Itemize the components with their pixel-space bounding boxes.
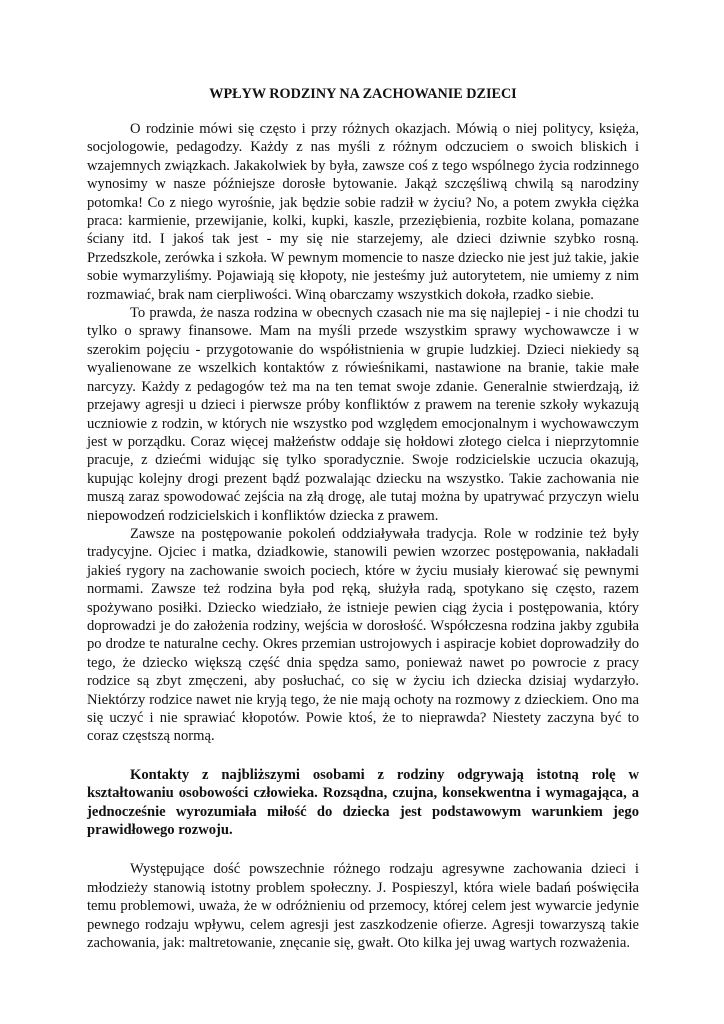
closing-paragraph: Występujące dość powszechnie różnego rodzaju agresywne zachowania dzieci i młodzieży stanowią istotny problem społeczny. J. Pospieszyl, która wiele badań poświęciła temu problemowi, uważa, że w odróżnieniu od przemocy, której celem jest wywarcie jedynie pewnego rodzaju wpływu, celem agresji jest zaszkodzenie ofierze. Agresji towarzyszą takie zachowania, jak: maltretowanie, znęcanie się, gwałt. Oto kilka jej uwag wartych rozważenia. <box>87 861 639 952</box>
paragraph-1: O rodzinie mówi się często i przy różnych okazjach. Mówią o niej politycy, księża, socjologowie, pedagodzy. Każdy z nas myśli z różnym odczuciem o swoich bliskich i wzajemnych związkach. Jakakolwiek by była, zawsze coś z tego wspólnego życia rodzinnego wynosimy w nasze późniejsze dorosłe bytowanie. Jakąż szczęśliwą chwilą są narodziny potomka! Co z niego wyrośnie, jak będzie sobie radził w życiu? No, a potem zwykła ciężka praca: karmienie, przewijanie, kolki, kupki, kaszle, przeziębienia, rozbite kolana, pomazane ściany itd. I jakoś tak jest - my się nie starzejemy, ale dzieci dziwnie szybko rosną. Przedszkole, zerówka i szkoła. W pewnym momencie to nasze dziecko nie jest już takie, jakie sobie wymarzyliśmy. Pojawiają się kłopoty, nie jesteśmy już autorytetem, nie umiemy z nim rozmawiać, brak nam cierpliwości. Winą obarczamy wszystkich dokoła, rzadko siebie. <box>87 121 639 303</box>
document-body <box>87 85 639 952</box>
paragraph-3: Zawsze na postępowanie pokoleń oddziaływała tradycja. Role w rodzinie też były tradycyjne. Ojciec i matka, dziadkowie, stanowili pewien wzorzec postępowania, nakładali jakieś rygory na zachowanie swoich pociech, które w życiu musiały kierować się pewnymi normami. Zawsze też rodzina była pod ręką, służyła radą, spotykano się często, razem spożywano posiłki. Dziecko wiedziało, że istnieje pewien ciąg życia i postępowania, który doprowadzi je do założenia rodziny, wejścia w dorosłość. Współczesna rodzina jakby zgubiła po drodze te naturalne cechy. Okres przemian ustrojowych i aspiracje kobiet doprowadziły do tego, że dziecko większą część dnia spędza samo, ponieważ nawet po powrocie z pracy rodzice są zbyt zmęczeni, aby posłuchać, co się w życiu ich dziecka dzisiaj wydarzyło. Niektórzy rodzice nawet nie kryją tego, że nie mają ochoty na rozmowy z dzieckiem. Ono ma się uczyć i nie sprawiać kłopotów. Powie ktoś, że to nieprawda? Niestety zaczyna być to coraz częstszą normą. <box>87 525 639 745</box>
bold-thesis-paragraph: Kontakty z najbliższymi osobami z rodziny odgrywają istotną rolę w kształtowaniu osobowości człowieka. Rozsądna, czujna, konsekwentna i wymagająca, a jednocześnie wyrozumiała miłość do dziecka jest podstawowym warunkiem jego prawidłowego rozwoju. <box>87 766 639 839</box>
paragraph-2: To prawda, że nasza rodzina w obecnych czasach nie ma się najlepiej - i nie chodzi tu tylko o sprawy finansowe. Mam na myśli przede wszystkim sprawy wychowawcze i w szerokim pojęciu - przygotowanie do współistnienia w grupie ludzkiej. Dzieci niekiedy są wyalienowane ze wszelkich kontaktów z rówieśnikami, nastawione na branie, takie małe narcyzy. Każdy z pedagogów też ma na ten temat swoje zdanie. Generalnie stwierdzają, iż przejawy agresji u dzieci i pierwsze próby konfliktów z prawem na terenie szkoły wykazują uczniowie z rodzin, w których nie wszystko pod względem emocjonalnym i wychowawczym jest w porządku. Coraz więcej małżeństw oddaje się hołdowi złotego cielca i nieprzytomnie pracuje, z dziećmi widując się tylko sporadycznie. Swoje rodzicielskie uczucia okazują, kupując kolejny drogi prezent bądź pozwalając dziecku na wszystko. Takie zachowania nie muszą zaraz spowodować zejścia na złą drogę, ale tutaj można by upatrywać przyczyn wielu niepowodzeń rodzicielskich i konfliktów dziecka z prawem. <box>87 305 639 524</box>
document-title: WPŁYW RODZINY NA ZACHOWANIE DZIECI <box>209 86 517 102</box>
